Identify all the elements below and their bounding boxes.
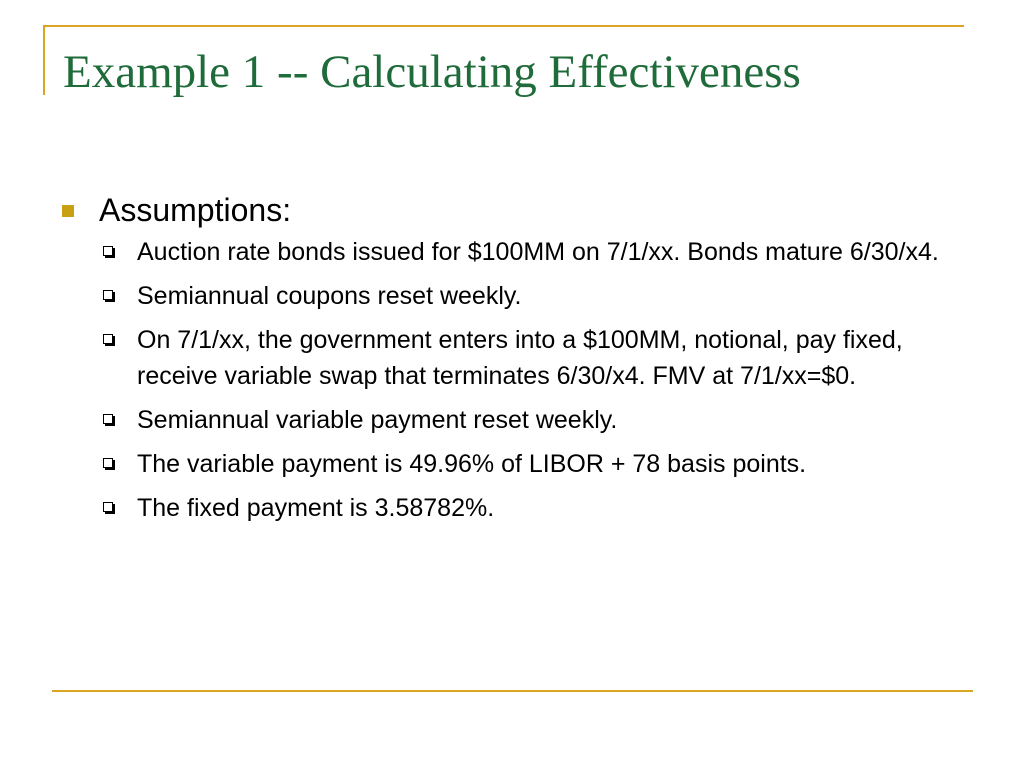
- bullet-label: Assumptions:: [99, 192, 292, 228]
- list-item: [62, 490, 967, 526]
- top-divider: [43, 25, 964, 27]
- hollow-square-bullet-icon: [103, 246, 113, 256]
- list-item: [62, 322, 967, 394]
- list-item: [62, 446, 967, 482]
- assumptions-list: [62, 234, 982, 526]
- list-item-text: Semiannual variable payment reset weekly.: [137, 406, 618, 434]
- list-item: [62, 402, 967, 438]
- list-item-text: On 7/1/xx, the government enters into a $100MM, notional, pay fixed, receive variable swap that terminates 6/30/x4. FMV at 7/1/xx=$0.: [137, 326, 903, 390]
- left-divider: [43, 25, 45, 95]
- hollow-square-bullet-icon: [103, 458, 113, 468]
- list-item-text: Semiannual coupons reset weekly.: [137, 282, 522, 310]
- bullet-assumptions: [62, 188, 982, 232]
- list-item: [62, 278, 967, 314]
- hollow-square-bullet-icon: [103, 414, 113, 424]
- hollow-square-bullet-icon: [103, 334, 113, 344]
- list-item-text: The variable payment is 49.96% of LIBOR + 78 basis points.: [137, 450, 807, 478]
- list-item-text: The fixed payment is 3.58782%.: [137, 494, 495, 522]
- slide-title: Example 1 -- Calculating Effectiveness: [63, 46, 801, 98]
- hollow-square-bullet-icon: [103, 502, 113, 512]
- list-item: [62, 234, 967, 270]
- hollow-square-bullet-icon: [103, 290, 113, 300]
- list-item-text: Auction rate bonds issued for $100MM on 7/1/xx. Bonds mature 6/30/x4.: [137, 238, 939, 266]
- bottom-divider: [52, 690, 973, 692]
- filled-square-bullet-icon: [62, 205, 74, 217]
- slide-body: [62, 188, 982, 534]
